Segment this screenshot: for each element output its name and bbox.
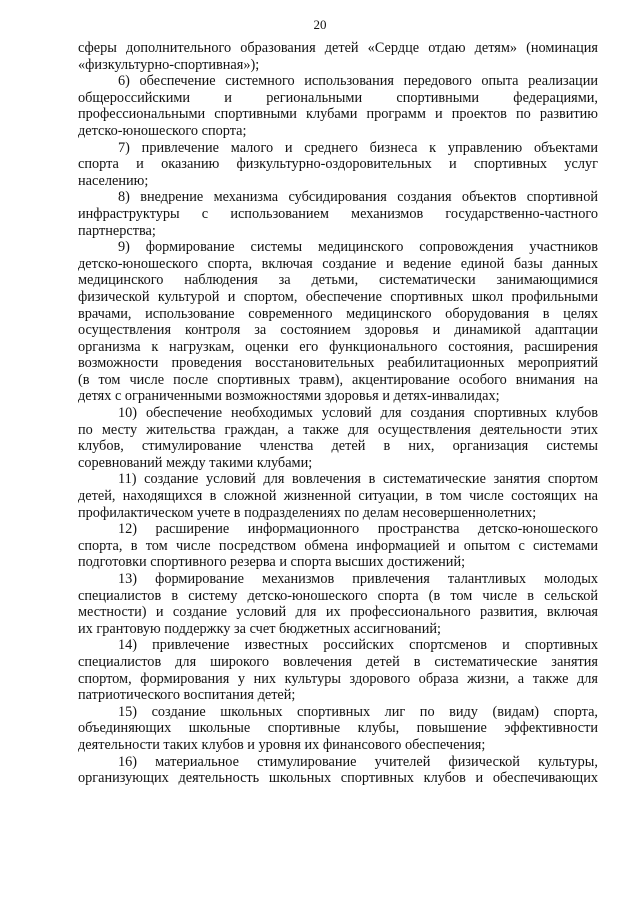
- text-line: патриотического воспитания детей;: [78, 687, 296, 704]
- text-line: партнерства;: [78, 222, 156, 239]
- text-line: врачами, использование современного медицинского оборудования в целях: [78, 305, 598, 322]
- text-line: сферы дополнительного образования детей «Сердце отдаю детям» (номинация: [78, 40, 598, 56]
- text-line: 15) создание школьных спортивных лиг по виду (видам) спорта,: [118, 703, 598, 720]
- text-line: общероссийскими и региональными спортивными федерациями,: [78, 89, 598, 106]
- paragraph-p6: [78, 73, 598, 139]
- paragraph-p0: [78, 40, 598, 73]
- text-line: осуществления контроля за состоянием здоровья и динамикой адаптации: [78, 322, 598, 339]
- text-line: 9) формирование системы медицинского сопровождения участников: [118, 239, 598, 256]
- text-line: организма к нагрузкам, оценки его функционального состояния, расширения: [78, 338, 598, 355]
- text-line: 14) привлечение известных российских спортсменов и спортивных: [118, 637, 598, 654]
- paragraph-p15: [78, 704, 598, 754]
- text-line: спорта, в том числе посредством обмена информацией и опытом с системами: [78, 537, 598, 554]
- text-line: 12) расширение информационного пространства детско-юношеского: [118, 521, 598, 538]
- text-line: детско-юношеского спорта;: [78, 122, 247, 139]
- text-line: деятельности таких клубов и уровня их финансового обеспечения;: [78, 736, 486, 753]
- text-line: спорта и оказанию физкультурно-оздоровительных и спортивных услуг: [78, 156, 598, 173]
- paragraph-p12: [78, 521, 598, 571]
- document-body: [78, 40, 598, 787]
- paragraph-p8: [78, 189, 598, 239]
- text-line: детях с ограниченными возможностями здоровья и детях-инвалидах;: [78, 388, 500, 405]
- text-line: соревнований между такими клубами;: [78, 454, 313, 471]
- text-line: специалистов в систему детско-юношеского спорта (в том числе в сельской: [78, 587, 598, 604]
- text-line: организующих деятельность школьных спортивных клубов и обеспечивающих: [78, 770, 598, 787]
- text-line: 13) формирование механизмов привлечения талантливых молодых: [118, 571, 598, 587]
- text-line: (в том числе после спортивных травм), акцентирование особого внимания на: [78, 371, 598, 388]
- text-line: клубов, стимулирование членства детей в них, организация системы: [78, 438, 598, 455]
- paragraph-p11: [78, 471, 598, 521]
- text-line: 16) материальное стимулирование учителей физической культуры,: [118, 753, 598, 770]
- text-line: инфраструктуры с использованием механизмов государственно-частного: [78, 205, 598, 222]
- text-line: местности) и создание условий для их профессионального развития, включая: [78, 604, 598, 621]
- text-line: спортом, формирования у них культуры здорового образа жизни, а также для: [78, 670, 598, 687]
- text-line: специалистов для широкого вовлечения детей в систематические занятия: [78, 653, 598, 670]
- paragraph-p13: [78, 571, 598, 637]
- text-line: подготовки спортивного резерва и спорта высших достижений;: [78, 554, 466, 571]
- paragraph-p7: [78, 140, 598, 190]
- text-line: медицинского наблюдения за детьми, систематически занимающимися: [78, 272, 598, 289]
- text-line: 6) обеспечение системного использования передового опыта реализации: [118, 73, 598, 90]
- text-line: их грантовую поддержку за счет бюджетных ассигнований;: [78, 620, 441, 637]
- text-line: 10) обеспечение необходимых условий для создания спортивных клубов: [118, 405, 598, 422]
- text-line: по месту жительства граждан, а также для осуществления деятельности этих: [78, 421, 598, 438]
- text-line: 8) внедрение механизма субсидирования создания объектов спортивной: [118, 189, 598, 206]
- text-line: «физкультурно-спортивная»);: [78, 56, 260, 73]
- text-line: физической культурой и спортом, обеспечение спортивных школ профильными: [78, 288, 598, 305]
- page-number: 20: [313, 17, 327, 32]
- text-line: 7) привлечение малого и среднего бизнеса к управлению объектами: [118, 139, 598, 156]
- text-line: детско-юношеского спорта, включая создание и ведение единой базы данных: [78, 255, 598, 272]
- text-line: детей, находящихся в сложной жизненной ситуации, в том числе состоящих на: [78, 488, 598, 505]
- text-line: профессиональными спортивными клубами программ и проектов по развитию: [78, 106, 598, 123]
- text-line: профилактическом учете в подразделениях по делам несовершеннолетних;: [78, 504, 537, 521]
- paragraph-p9: [78, 239, 598, 405]
- text-line: возможности проведения восстановительных реабилитационных мероприятий: [78, 355, 598, 372]
- text-line: населению;: [78, 172, 149, 189]
- paragraph-p10: [78, 405, 598, 471]
- text-line: объединяющих школьные спортивные клубы, повышение эффективности: [78, 720, 598, 737]
- paragraph-p14: [78, 637, 598, 703]
- text-line: 11) создание условий для вовлечения в систематические занятия спортом: [118, 471, 598, 488]
- paragraph-p16: [78, 754, 598, 787]
